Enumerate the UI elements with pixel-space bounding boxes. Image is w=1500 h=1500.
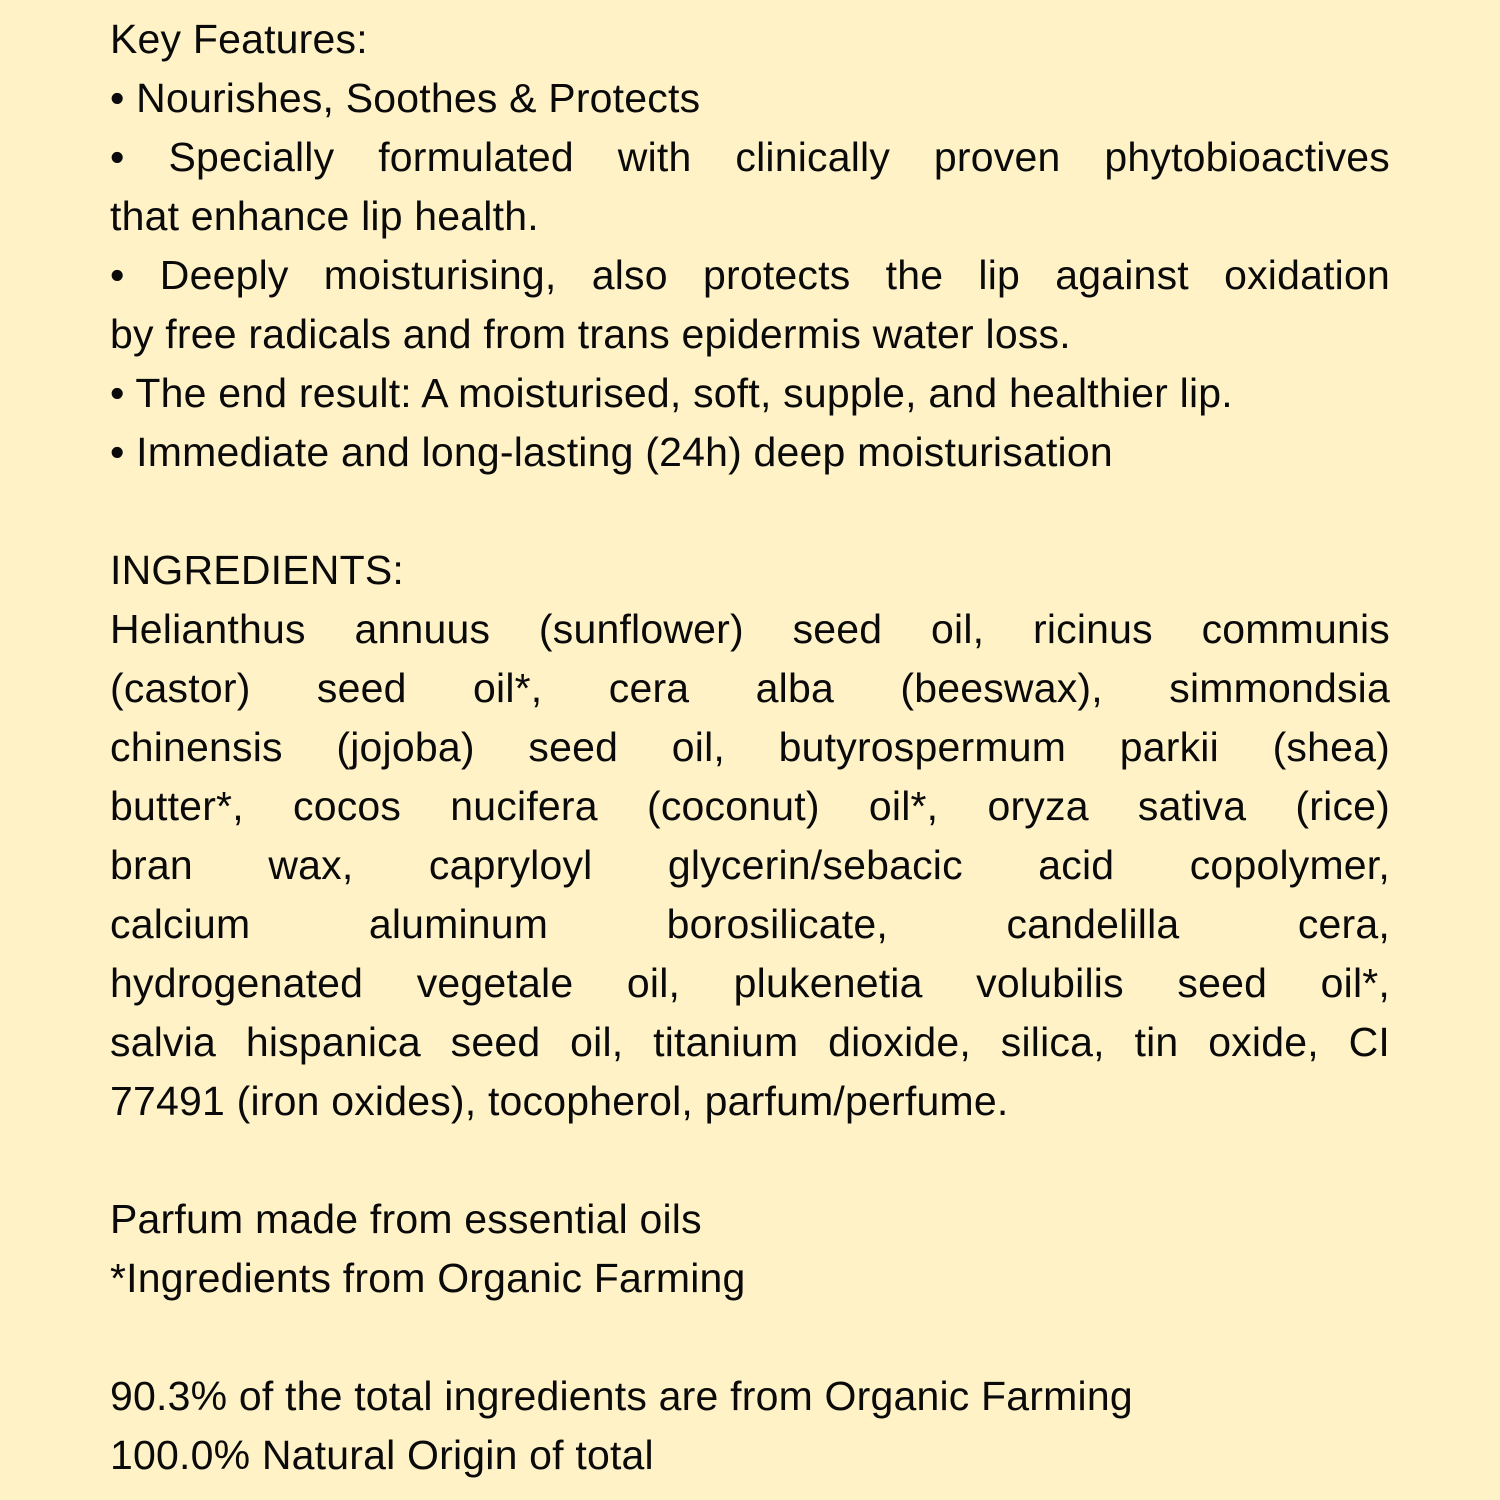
natural-origin-percentage: 100.0% Natural Origin of total	[110, 1432, 654, 1478]
parfum-note: Parfum made from essential oils	[110, 1196, 702, 1242]
feature-bullet-3-line-2: by free radicals and from trans epidermis water loss.	[110, 311, 1071, 357]
feature-bullet-5: • Immediate and long-lasting (24h) deep moisturisation	[110, 429, 1113, 475]
ingredients-line-8: salvia hispanica seed oil, titanium dioxide, silica, tin oxide, CI	[110, 1019, 1390, 1065]
ingredients-heading: INGREDIENTS:	[110, 547, 404, 593]
feature-bullet-3-line-1: • Deeply moisturising, also protects the lip against oxidation	[110, 252, 1390, 298]
ingredients-line-5: bran wax, capryloyl glycerin/sebacic acid copolymer,	[110, 842, 1390, 888]
organic-percentage: 90.3% of the total ingredients are from Organic Farming	[110, 1373, 1133, 1419]
key-features-heading: Key Features:	[110, 16, 368, 62]
feature-bullet-4: • The end result: A moisturised, soft, supple, and healthier lip.	[110, 370, 1233, 416]
feature-bullet-2-line-2: that enhance lip health.	[110, 193, 539, 239]
key-features-section	[110, 10, 1390, 482]
organic-footnote: *Ingredients from Organic Farming	[110, 1255, 746, 1301]
spacer	[110, 482, 1390, 541]
spacer	[110, 1131, 1390, 1190]
stats-section	[110, 1367, 1390, 1485]
feature-bullet-1: • Nourishes, Soothes & Protects	[110, 75, 701, 121]
ingredients-line-7: hydrogenated vegetale oil, plukenetia volubilis seed oil*,	[110, 960, 1390, 1006]
ingredients-line-9: 77491 (iron oxides), tocopherol, parfum/perfume.	[110, 1078, 1009, 1124]
ingredients-line-4: butter*, cocos nucifera (coconut) oil*, oryza sativa (rice)	[110, 783, 1390, 829]
ingredients-line-3: chinensis (jojoba) seed oil, butyrospermum parkii (shea)	[110, 724, 1390, 770]
ingredients-section	[110, 541, 1390, 1131]
notes-section	[110, 1190, 1390, 1308]
feature-bullet-2-line-1: • Specially formulated with clinically proven phytobioactives	[110, 134, 1390, 180]
ingredients-line-6: calcium aluminum borosilicate, candelilla cera,	[110, 901, 1390, 947]
spacer	[110, 1308, 1390, 1367]
ingredients-line-1: Helianthus annuus (sunflower) seed oil, ricinus communis	[110, 606, 1390, 652]
ingredients-line-2: (castor) seed oil*, cera alba (beeswax), simmondsia	[110, 665, 1390, 711]
